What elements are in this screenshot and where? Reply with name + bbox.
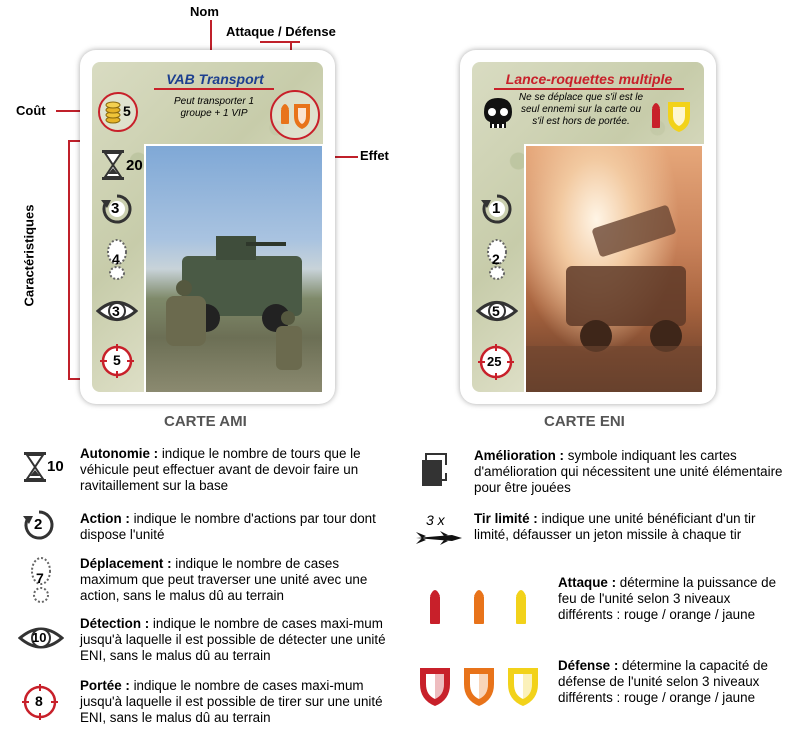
legend-autonomie-text: indique le nombre de tours que le véhicule peut effectuer avant de devoir faire un ravitaillement sur la base bbox=[80, 446, 361, 493]
friend-stat-autonomie bbox=[100, 148, 143, 187]
enemy-card-title: Lance-roquettes multiple bbox=[505, 71, 673, 87]
enemy-stat-detection bbox=[476, 298, 518, 329]
legend-autonomie-icon bbox=[22, 450, 70, 486]
legend-portee-term: Portée : bbox=[80, 678, 130, 693]
legend-action-text: indique le nombre d'actions par tour dont dispose l'unité bbox=[80, 511, 376, 542]
hourglass-icon bbox=[100, 148, 128, 182]
attack-levels-icons bbox=[420, 584, 540, 628]
friend-stat-detection bbox=[96, 298, 138, 329]
enemy-attack-defense-icons bbox=[646, 94, 698, 136]
enemy-stat-deplacement bbox=[484, 238, 510, 285]
legend-portee-text: indique le nombre de cases maxi-mum jusqu'à laquelle il est possible de tirer sur une unité ENI, sans le malus dû au terrain bbox=[80, 678, 383, 725]
annotation-nom: Nom bbox=[190, 4, 219, 19]
shield-orange-icon bbox=[294, 104, 310, 129]
enemy-card-face bbox=[472, 62, 704, 392]
amelioration-icon bbox=[420, 452, 456, 488]
friend-stat-action bbox=[100, 192, 134, 231]
enemy-card-photo bbox=[524, 144, 704, 394]
friend-detection-value: 3 bbox=[112, 303, 120, 319]
skull-icon bbox=[480, 96, 516, 134]
legend-defense-text: détermine la capacité de défense de l'unité selon 3 niveaux différents : rouge / orange / jaune bbox=[558, 658, 768, 705]
legend-detection-text: indique le nombre de cases maxi-mum jusqu'à laquelle il est possible de détecter une unité ENI, sans le malus dû au terrain bbox=[80, 616, 386, 663]
friend-card-title: VAB Transport bbox=[166, 71, 264, 87]
legend-detection-icon-value: 10 bbox=[32, 630, 47, 645]
legend-action-icon-value: 2 bbox=[34, 516, 43, 533]
legend-autonomie-term: Autonomie : bbox=[80, 446, 159, 461]
legend-detection bbox=[80, 616, 400, 664]
friend-card-photo bbox=[144, 144, 324, 394]
attaque-pointer-line-h bbox=[260, 41, 300, 43]
friend-action-value: 3 bbox=[111, 200, 120, 217]
legend-deplacement-term: Déplacement : bbox=[80, 556, 172, 571]
shield-yellow-icon bbox=[668, 102, 690, 132]
annotation-cout: Coût bbox=[16, 103, 46, 118]
legend-detection-term: Détection : bbox=[80, 616, 150, 631]
legend-detection-icon bbox=[18, 624, 64, 657]
legend-attaque-term: Attaque : bbox=[558, 575, 617, 590]
caracteristiques-bracket-v bbox=[68, 140, 70, 380]
friend-title-underline bbox=[154, 88, 274, 90]
friend-card-caption: CARTE AMI bbox=[164, 413, 247, 430]
legend-action-icon bbox=[22, 508, 56, 547]
enemy-deplacement-value: 2 bbox=[492, 251, 500, 267]
legend-amelioration-text: symbole indiquant les cartes d'amélioration qui nécessitent une unité élémentaire pour être jouées bbox=[474, 448, 783, 495]
annotation-effet: Effet bbox=[360, 148, 389, 163]
enemy-portee-value: 25 bbox=[487, 354, 502, 369]
enemy-card-effect: Ne se déplace que s'il est le seul ennemi sur la carte ou s'il est hors de portée. bbox=[518, 92, 644, 127]
defense-levels-icons bbox=[418, 664, 554, 708]
bullet-orange-icon bbox=[281, 104, 289, 124]
legend-attaque bbox=[558, 575, 784, 623]
legend-portee-icon-value: 8 bbox=[35, 693, 43, 709]
legend-amelioration-term: Amélioration : bbox=[474, 448, 565, 463]
friend-stat-portee bbox=[100, 344, 134, 383]
enemy-title-underline bbox=[494, 88, 684, 90]
friend-card-face bbox=[92, 62, 323, 392]
legend-autonomie bbox=[80, 446, 400, 494]
friend-autonomie-value: 20 bbox=[126, 157, 143, 174]
bullet-red-icon bbox=[430, 590, 440, 624]
attack-defense-icons bbox=[272, 92, 318, 138]
legend-deplacement-icon-value: 7 bbox=[36, 570, 44, 586]
shield-red-icon bbox=[420, 668, 450, 706]
friend-card-effect: Peut transporter 1 groupe + 1 VIP bbox=[173, 96, 255, 119]
legend-attaque-text: détermine la puissance de feu de l'unité selon 3 niveaux différents : rouge / orange / jaune bbox=[558, 575, 777, 622]
legend-deplacement-text: indique le nombre de cases maximum que peut traverser une unité avec une action, sans le malus dû au terrain bbox=[80, 556, 368, 603]
annotation-caracteristiques: Caractéristiques bbox=[21, 204, 37, 307]
missile-icon bbox=[414, 528, 470, 548]
bullet-orange-icon bbox=[474, 590, 484, 624]
legend-action-term: Action : bbox=[80, 511, 130, 526]
vab-vehicle-image bbox=[146, 146, 322, 392]
friend-stat-deplacement bbox=[104, 238, 130, 285]
tir-limite-multiplier: 3 x bbox=[426, 512, 445, 528]
legend-tir-limite-text: indique une unité bénéficiant d'un tir limité, défausser un jeton missile à chaque tir bbox=[474, 511, 756, 542]
legend-autonomie-icon-value: 10 bbox=[47, 458, 64, 475]
legend-portee-icon bbox=[22, 684, 58, 725]
legend-action bbox=[80, 511, 400, 543]
hourglass-icon bbox=[22, 450, 48, 484]
legend-defense bbox=[558, 658, 784, 706]
enemy-detection-value: 5 bbox=[492, 303, 500, 319]
legend-tir-limite-term: Tir limité : bbox=[474, 511, 538, 526]
shield-yellow-icon bbox=[508, 668, 538, 706]
legend-deplacement bbox=[80, 556, 400, 604]
legend-amelioration bbox=[474, 448, 784, 496]
legend-tir-limite bbox=[474, 511, 784, 543]
friend-attack-defense-badge bbox=[270, 90, 320, 140]
legend-defense-term: Défense : bbox=[558, 658, 619, 673]
enemy-card-caption: CARTE ENI bbox=[544, 413, 625, 430]
cost-badge bbox=[98, 92, 138, 132]
enemy-action-value: 1 bbox=[492, 200, 501, 217]
annotation-attaque-defense: Attaque / Défense bbox=[226, 24, 336, 39]
enemy-stat-action bbox=[480, 192, 514, 231]
legend-portee bbox=[80, 678, 400, 726]
enemy-card bbox=[460, 50, 716, 404]
cost-value: 5 bbox=[123, 103, 131, 119]
legend-deplacement-icon bbox=[28, 556, 54, 609]
friend-card bbox=[80, 50, 335, 404]
bullet-yellow-icon bbox=[516, 590, 526, 624]
legend-tir-limite-icon bbox=[414, 512, 470, 552]
bullet-red-icon bbox=[652, 103, 660, 128]
enemy-stat-portee bbox=[478, 344, 514, 385]
friend-portee-value: 5 bbox=[113, 352, 121, 368]
shield-orange-icon bbox=[464, 668, 494, 706]
friend-deplacement-value: 4 bbox=[112, 251, 120, 267]
rocket-launcher-image bbox=[526, 146, 702, 392]
